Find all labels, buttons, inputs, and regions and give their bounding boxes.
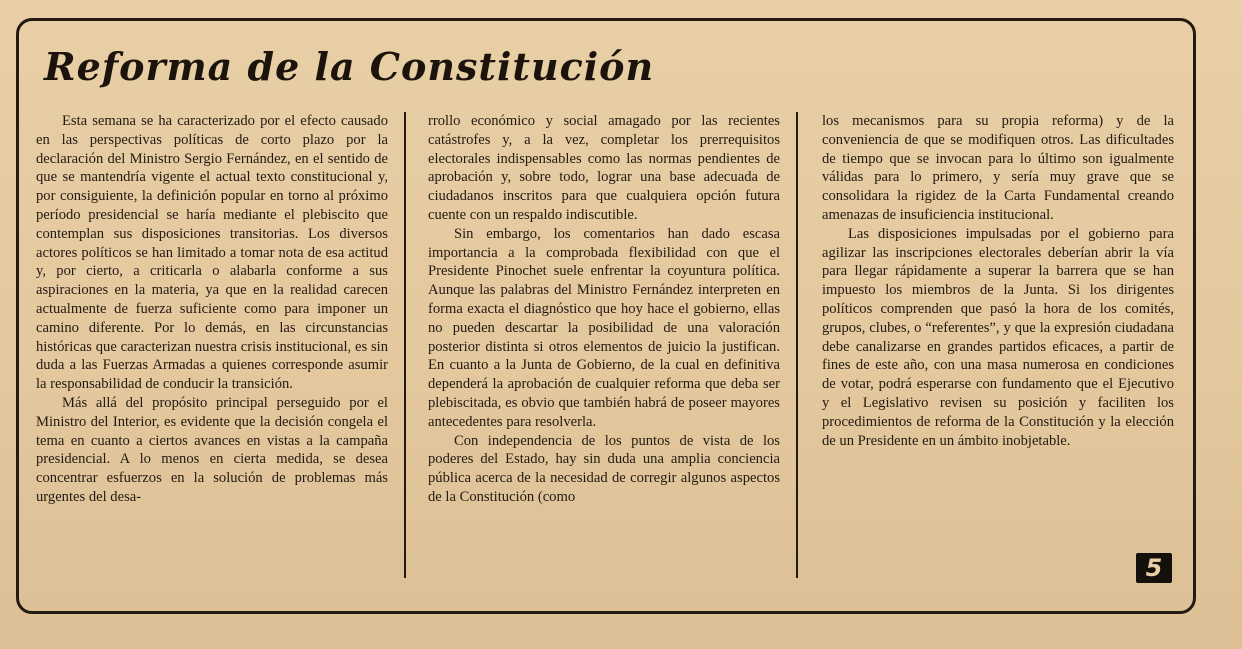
paragraph: Más allá del propósito principal perseguido por el Ministro del Interior, es evidente que la decisión congela el tema en cuanto a ciertos avances en vistas a la campaña presidencial. A lo menos en cierta medida, se desea concentrar esfuerzos en la solución de problemas más urgentes del desa-	[36, 394, 388, 505]
paragraph: Con independencia de los puntos de vista de los poderes del Estado, hay sin duda una amplia conciencia pública acerca de la necesidad de corregir algunos aspectos de la Constitución (como	[428, 432, 780, 505]
article-column-1	[36, 112, 388, 582]
paragraph: Las disposiciones impulsadas por el gobierno para agilizar las inscripciones electorales deberían abrir la vía para llegar rápidamente a superar la barrera que se han impuesto los miembros de la Junta. Si los dirigentes políticos comprenden que pasó la hora de los comités, grupos, clubes, o “referentes”, y que la expresión ciudadana debe canalizarse en grandes partidos eficaces, a partir de fines de este año, con una masa numerosa en condiciones de votar, podrá esperarse con fundamento que el Ejecutivo y el Legislativo revisen su posición y faciliten los procedimientos de reforma de la Constitución y la elección de un Presidente en un ámbito inobjetable.	[822, 225, 1174, 449]
paragraph-continued: los mecanismos para su propia reforma) y de la conveniencia de que se modifiquen otros. Las dificultades de tiempo que se invocan para lo último son igualmente válidas para lo primero, y sería muy grave que se consolidara la rigidez de la Carta Fundamental creando amenazas de insuficiencia institucional.	[822, 113, 1174, 223]
paragraph: Sin embargo, los comentarios han dado escasa importancia a la comprobada flexibilidad con que el Presidente Pinochet suele enfrentar la coyuntura política. Aunque las palabras del Ministro Fernández interpreten en forma exacta el diagnóstico que hoy hace el gobierno, ellas no pueden descartar la posibilidad de una valoración posterior distinta si otros elementos de juicio la justifican. En cuanto a la Junta de Gobierno, de la cual en definitiva dependerá la aprobación de cualquier reforma que deba ser plebiscitada, es obvio que también habrá de poseer mayores antecedentes para resolverla.	[428, 225, 780, 430]
paragraph: Esta semana se ha caracterizado por el efecto causado en las perspectivas políticas de corto plazo por la declaración del Ministro Sergio Fernández, en el sentido de que se mantendría vigente el actual texto constitucional y, por consiguiente, la definición popular en torno al próximo período presidencial se haría mediante el plebiscito que contemplan sus disposiciones transitorias. Los diversos actores políticos se han limitado a tomar nota de esa actitud y, por cierto, a criticarla o alabarla conforme a sus aspiraciones en la materia, ya que en la realidad carecen actualmente de fuerza suficiente como para imponer un camino diferente. Por lo demás, en las circunstancias históricas que caracterizan nuestra crisis institucional, es sin duda a las Fuerzas Armadas a quienes corresponde asumir la responsabilidad de conducir la transición.	[36, 113, 388, 393]
column-divider	[404, 112, 406, 578]
article-column-3	[822, 112, 1174, 582]
paragraph-continued: rrollo económico y social amagado por las recientes catástrofes y, a la vez, completar los prerrequisitos electorales indispensables como las normas pendientes de aprobación y, sobre todo, lograr una base adecuada de ciudadanos inscritos para que cualquiera opción futura cuente con un respaldo indiscutible.	[428, 113, 780, 223]
article-column-2	[428, 112, 780, 582]
column-divider	[796, 112, 798, 578]
page-number-badge: 5	[1136, 553, 1172, 583]
article-title: Reforma de la Constitución	[44, 44, 655, 89]
